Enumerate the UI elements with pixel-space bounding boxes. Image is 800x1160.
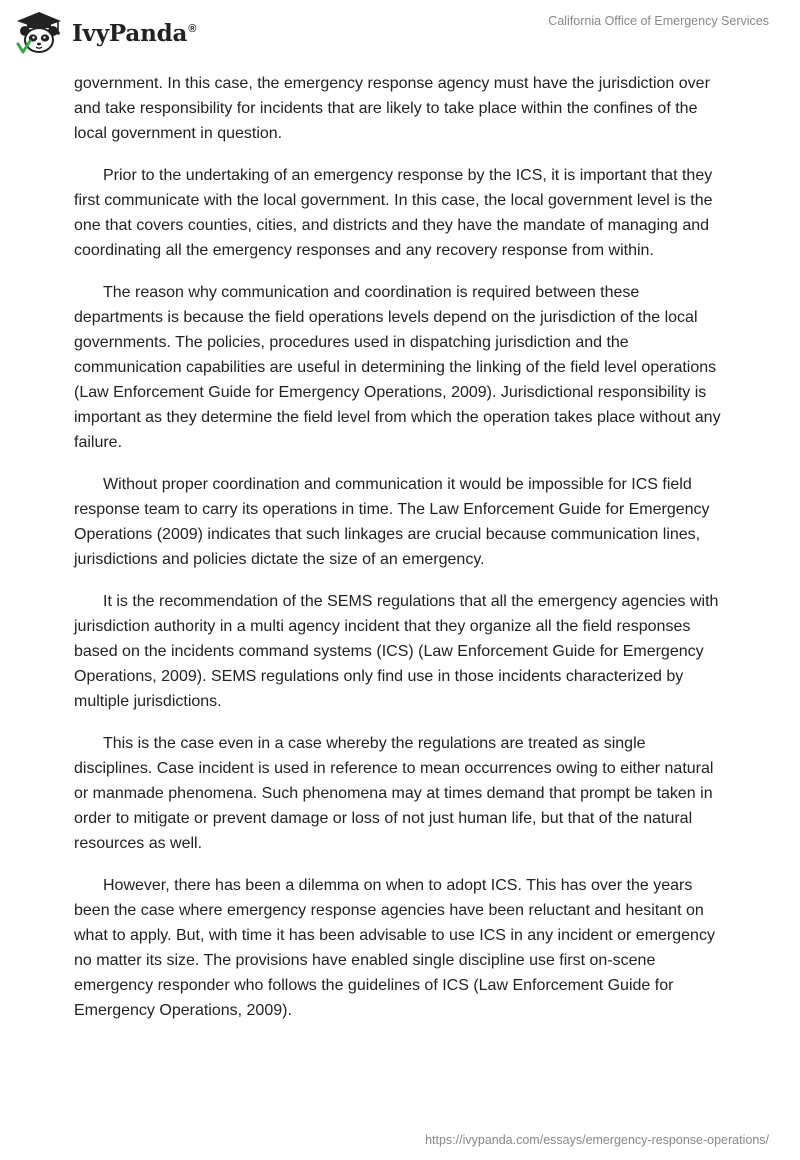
paragraph: However, there has been a dilemma on when to adopt ICS. This has over the years been the case where emergency response agencies have been reluctant and hesitant on what to apply. But, with time it has been advisable to use ICS in any incident or emergency no matter its size. The provisions have enabled single discipline use first on-scene emergency responder who follows the guidelines of ICS (Law Enforcement Guide for Emergency Operations, 2009). <box>74 877 715 1019</box>
panda-graduate-logo-icon <box>14 8 64 58</box>
document-title: California Office of Emergency Services <box>548 14 769 28</box>
ivypanda-logo[interactable] <box>14 8 196 58</box>
registered-mark: ® <box>188 22 197 35</box>
paragraph: It is the recommendation of the SEMS regulations that all the emergency agencies with jurisdiction authority in a multi agency incident that they organize all the field responses based on the incidents command systems (ICS) (Law Enforcement Guide for Emergency Operations, 2009). SEMS regulations only find use in those incidents characterized by multiple jurisdictions. <box>74 593 719 710</box>
brand-name: IvyPanda® <box>72 19 197 47</box>
paragraph: Prior to the undertaking of an emergency response by the ICS, it is important that they first communicate with the local government. In this case, the local government level is the one that covers counties, cities, and districts and they have the mandate of managing and coordinating all the emergency responses and any recovery response from within. <box>74 167 713 259</box>
page-header <box>0 0 800 70</box>
paragraph: government. In this case, the emergency response agency must have the jurisdiction over and take responsibility for incidents that are likely to take place within the confines of the local government in question. <box>74 75 710 142</box>
source-url-link[interactable]: https://ivypanda.com/essays/emergency-response-operations/ <box>425 1133 769 1147</box>
paragraph: This is the case even in a case whereby the regulations are treated as single disciplines. Case incident is used in reference to mean occurrences owing to either natural or manmade phenomena. Such phenomena may at times demand that prompt be taken in order to mitigate or prevent damage or loss of not just human life, but that of the natural resources as well. <box>74 735 714 852</box>
paragraph: Without proper coordination and communication it would be impossible for ICS field response team to carry its operations in time. The Law Enforcement Guide for Emergency Operations (2009) indicates that such linkages are crucial because communication lines, jurisdictions and policies dictate the size of an emergency. <box>74 476 710 568</box>
essay-body <box>74 71 726 1040</box>
paragraph: The reason why communication and coordination is required between these departments is because the field operations levels depend on the jurisdiction of the local governments. The policies, procedures used in dispatching jurisdiction and the communication capabilities are useful in determining the linking of the field level operations (Law Enforcement Guide for Emergency Operations, 2009). Jurisdictional responsibility is important as they determine the field level from which the operation takes place without any failure. <box>74 284 721 451</box>
